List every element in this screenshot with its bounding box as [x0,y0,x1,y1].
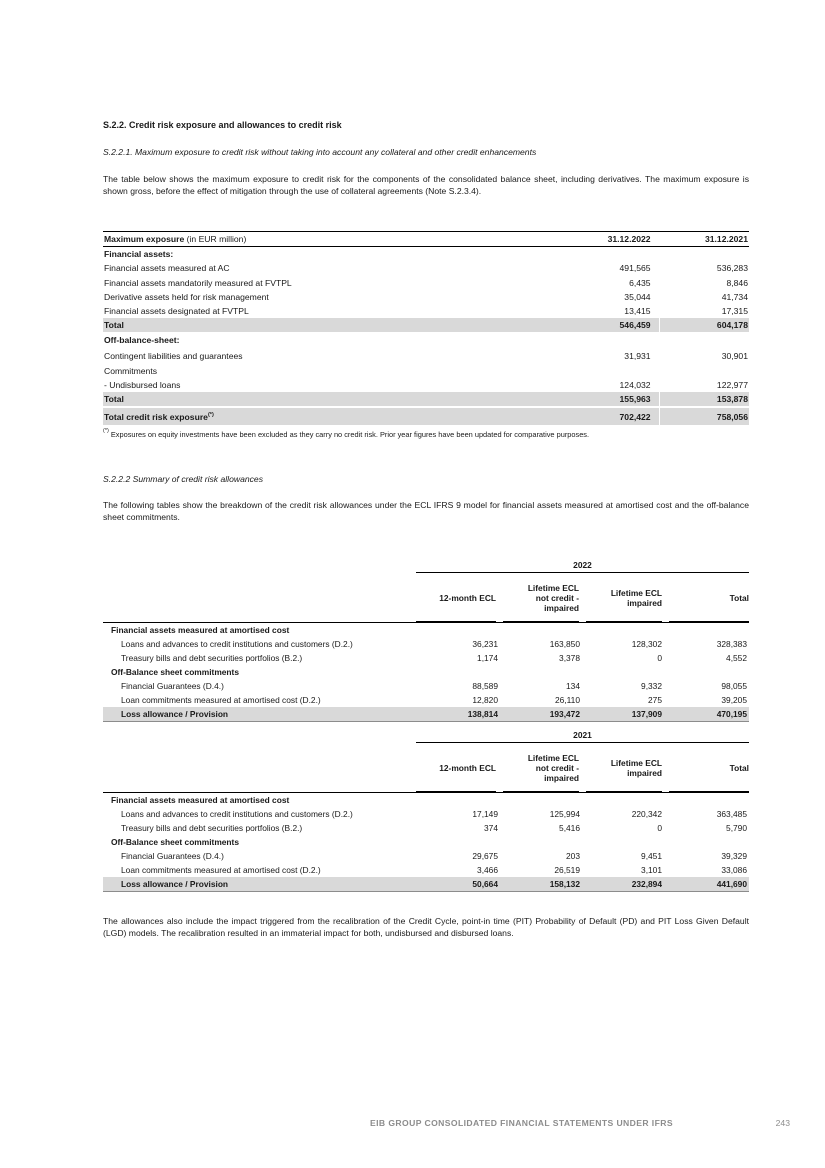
loss-allowance-row: Loss allowance / Provision 138,814 193,472 137,909 470,195 [103,707,749,722]
table-row: Loan commitments measured at amortised cost (D.2.) 12,820 26,110 275 39,205 [121,695,747,705]
row-label: Total credit risk exposure(*) [103,407,511,425]
table-row: Financial assets measured at amortised cost [111,625,290,635]
table-header-row [103,232,749,247]
table-row: Off-Balance sheet commitments [111,837,239,847]
row-label: Contingent liabilities and guarantees [104,350,243,361]
table-row [103,378,749,392]
table-row: Financial assets measured at amortised cost [111,795,290,805]
cell-value: 536,283 [659,261,749,275]
section-title: S.2.2. Credit risk exposure and allowances to credit risk [103,120,342,130]
cell-value: 8,846 [659,276,749,290]
cell-value: 124,032 [619,379,651,390]
cell-value: 6,435 [629,277,651,288]
table-row: Treasury bills and debt securities portfolios (B.2.) 374 5,416 0 5,790 [121,823,747,833]
row-label: Financial assets designated at FVTPL [104,306,249,317]
table-row [103,276,749,290]
row-label: Total [103,392,511,407]
table-row [103,348,749,364]
cell-value: 17,315 [659,304,749,318]
cell-value: 604,178 [659,318,749,333]
col-lifetime-not-impaired: Lifetime ECL not credit - impaired [503,575,579,622]
cell-value: 35,044 [624,291,651,302]
header-col-2021: 31.12.2021 [659,232,749,247]
table-row [103,247,749,262]
col-12-month-ecl: 12-month ECL [416,745,496,792]
table-row: Treasury bills and debt securities portfolios (B.2.) 1,174 3,378 0 4,552 [121,653,747,663]
page-footer [370,1118,790,1128]
allowances-paragraph: The following tables show the breakdown of the credit risk allowances under the ECL IFRS 9 model for financial assets measured at amortised cost and the off-balance sheet commitments. [103,500,749,522]
cell-value: 155,963 [511,392,659,407]
footnote: (*) Exposures on equity investments have been excluded as they carry no credit risk. Prior year figures have been updated for comparative purposes. [103,428,590,439]
col-12-month-ecl: 12-month ECL [416,575,496,622]
page-number: 243 [775,1118,790,1128]
col-lifetime-not-impaired: Lifetime ECL not credit - impaired [503,745,579,792]
cell-value: 122,977 [659,378,749,392]
cell-value: 153,878 [659,392,749,407]
total-row [103,318,749,333]
subsection-title-exposure: S.2.2.1. Maximum exposure to credit risk without taking into account any collateral and other credit enhancements [103,147,537,157]
grand-total-row [103,407,749,425]
cell-value: 13,415 [624,306,651,317]
maximum-exposure-table [103,231,749,425]
row-label: Total [103,318,511,333]
col-total: Total [669,745,749,792]
table-row: Off-Balance sheet commitments [111,667,239,677]
row-label: Financial assets mandatorily measured at FVTPL [104,277,292,288]
header-label: Maximum exposure (in EUR million) [103,232,511,247]
cell-value: 702,422 [511,407,659,425]
table-row [103,290,749,304]
header-col-2022: 31.12.2022 [511,232,659,247]
ecl-rows [103,792,749,892]
recalibration-paragraph: The allowances also include the impact triggered from the recalibration of the Credit Cycle, point-in time (PIT) Probability of Default (PD) and PIT Loss Given Default (LGD) models. The recalibration resulted in an immaterial impact for both, undisbursed and disbursed loans. [103,916,749,938]
table-row: Loan commitments measured at amortised cost (D.2.) 3,466 26,519 3,101 33,086 [121,865,747,875]
cell-value: 758,056 [659,407,749,425]
table-row [103,333,749,348]
cell-value: 30,901 [659,348,749,364]
col-total: Total [669,575,749,622]
cell-value: 546,459 [511,318,659,333]
table-row [103,304,749,318]
year-header: 2021 [416,728,749,743]
year-header: 2022 [416,558,749,573]
table-row: Financial Guarantees (D.4.) 88,589 134 9,332 98,055 [121,681,747,691]
table-row [103,364,749,378]
cell-value: 491,565 [619,263,651,274]
footer-title: EIB GROUP CONSOLIDATED FINANCIAL STATEMENTS UNDER IFRS [370,1118,673,1128]
col-lifetime-impaired: Lifetime ECL impaired [586,575,662,622]
cell-value: 31,931 [624,350,651,361]
cell-value: 41,734 [659,290,749,304]
total-row [103,392,749,407]
row-label: - Undisbursed loans [104,379,181,390]
subsection-title-allowances: S.2.2.2 Summary of credit risk allowances [103,474,263,484]
intro-paragraph: The table below shows the maximum exposure to credit risk for the components of the consolidated balance sheet, including derivatives. The maximum exposure is shown gross, before the effect of mitigation through the use of collateral agreements (Note S.2.3.4). [103,174,749,196]
row-label: Commitments [104,365,158,376]
loss-allowance-row: Loss allowance / Provision 50,664 158,132 232,894 441,690 [103,877,749,892]
row-label: Financial assets measured at AC [104,263,230,274]
table-row [103,261,749,275]
section-label: Off-balance-sheet: [104,335,180,346]
row-label: Derivative assets held for risk management [104,291,269,302]
table-row: Financial Guarantees (D.4.) 29,675 203 9,451 39,329 [121,851,747,861]
ecl-rows [103,622,749,722]
table-row: Loans and advances to credit institutions and customers (D.2.) 17,149 125,994 220,342 363,485 [121,809,747,819]
col-lifetime-impaired: Lifetime ECL impaired [586,745,662,792]
section-label: Financial assets: [104,249,174,260]
table-row: Loans and advances to credit institutions and customers (D.2.) 36,231 163,850 128,302 328,383 [121,639,747,649]
